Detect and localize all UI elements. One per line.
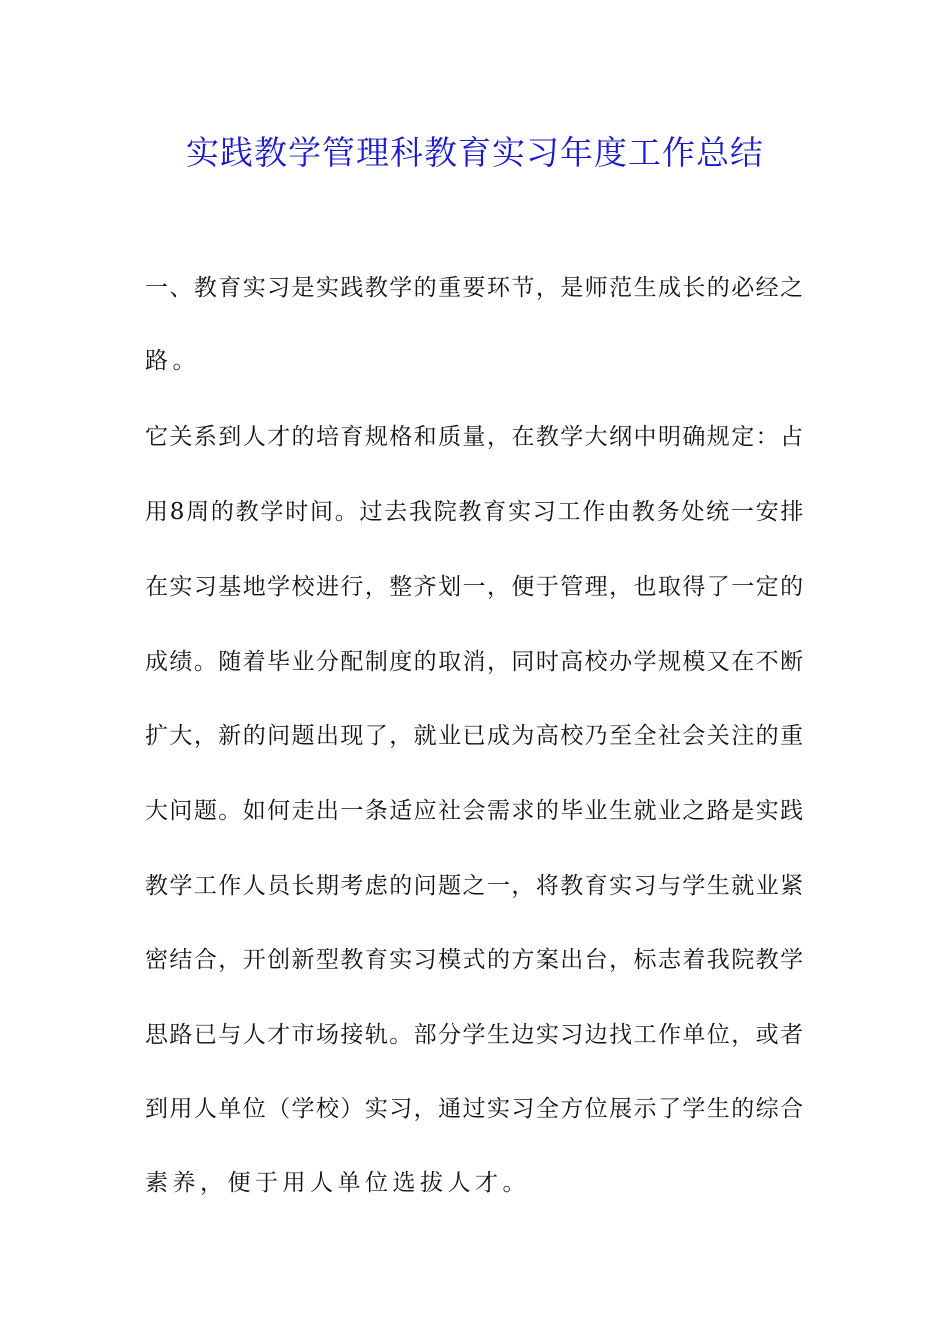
paragraph-line: 素养，便于用人单位选拔人才。 — [145, 1170, 530, 1196]
paragraph-line: 用8周的教学时间。过去我院教育实习工作由教务处统一安排 — [145, 499, 806, 525]
paragraph-line: 路。 — [145, 348, 200, 374]
paragraph-line: 扩大，新的问题出现了，就业已成为高校乃至全社会关注的重 — [145, 723, 805, 749]
paragraph-line: 在实习基地学校进行，整齐划一，便于管理，也取得了一定的 — [145, 574, 805, 600]
paragraph-line: 教学工作人员长期考虑的问题之一，将教育实习与学生就业紧 — [145, 873, 805, 899]
paragraph-line: 大问题。如何走出一条适应社会需求的毕业生就业之路是实践 — [145, 798, 805, 824]
document-title: 实践教学管理科教育实习年度工作总结 — [186, 133, 764, 172]
paragraph-line: 成绩。随着毕业分配制度的取消，同时高校办学规模又在不断 — [145, 649, 805, 675]
paragraph-line: 到用人单位（学校）实习，通过实习全方位展示了学生的综合 — [145, 1096, 805, 1122]
paragraph-line: 密结合，开创新型教育实习模式的方案出台，标志着我院教学 — [145, 947, 805, 973]
paragraph-line: 思路已与人才市场接轨。部分学生边实习边找工作单位，或者 — [145, 1022, 805, 1048]
paragraph-line: 一、教育实习是实践教学的重要环节，是师范生成长的必经之 — [145, 275, 805, 301]
paragraph-line: 它关系到人才的培育规格和质量，在教学大纲中明确规定：占 — [145, 424, 805, 450]
